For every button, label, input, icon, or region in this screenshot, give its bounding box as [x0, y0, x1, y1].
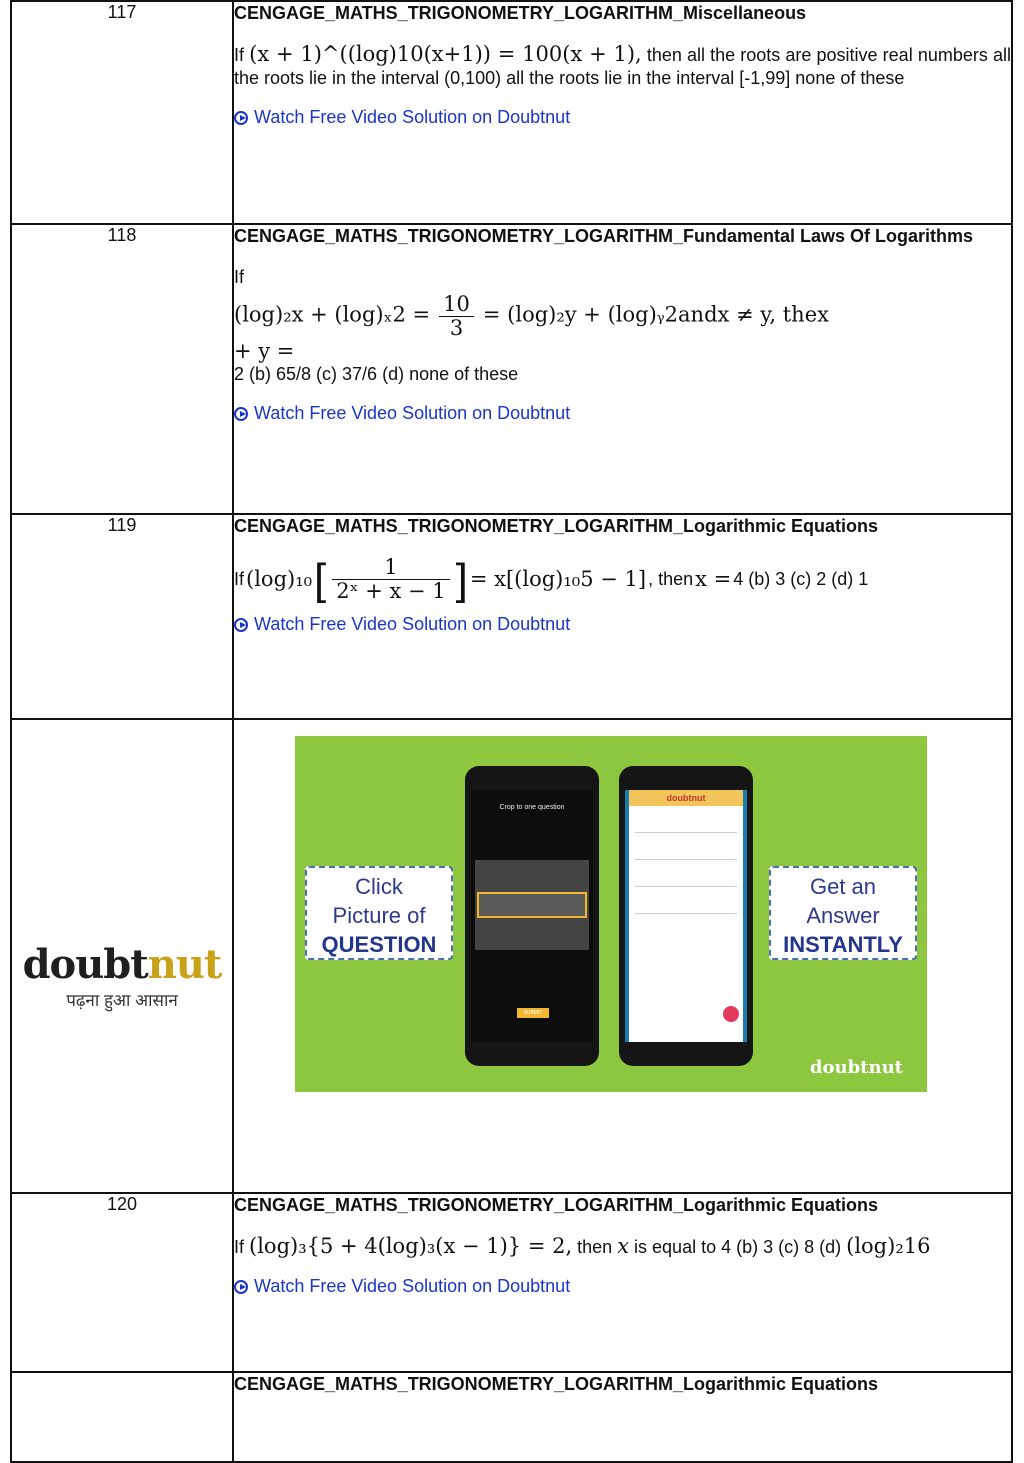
question-math-x: x	[617, 1234, 630, 1258]
promo-right-line3: INSTANTLY	[783, 932, 903, 957]
questions-table	[10, 0, 1013, 1463]
topic-title: CENGAGE_MATHS_TRIGONOMETRY_LOGARITHM_Logarithmic Equations	[234, 516, 879, 536]
watch-video-label: Watch Free Video Solution on Doubtnut	[254, 107, 571, 127]
promo-right-line1: Get an	[809, 874, 877, 899]
watch-video-link[interactable]	[234, 402, 570, 425]
right-bracket: ]	[455, 555, 468, 604]
watch-video-link[interactable]	[234, 613, 570, 636]
play-icon	[234, 111, 248, 125]
fraction	[332, 556, 449, 603]
question-math: (x + 1)^((log)10(x+1)) = 100(x + 1),	[249, 42, 642, 66]
question-text	[234, 1235, 1011, 1259]
phone-left-submit: SUBMIT	[517, 1008, 549, 1018]
question-suffix: then all the roots are positive real numbers all the roots lie in the interval (0,100) all the roots lie in the interval [-1,99] none of these	[234, 45, 1011, 88]
promo-left-line3: QUESTION	[321, 932, 437, 957]
question-text	[234, 266, 1011, 386]
table-row	[11, 514, 1012, 719]
question-math-right: = (log)₂y + (log)ᵧ2andx ≠ y, thex	[482, 302, 829, 327]
promo-banner[interactable]	[295, 736, 927, 1092]
question-prefix: If	[234, 1237, 250, 1257]
question-options: 2 (b) 65/8 (c) 37/6 (d) none of these	[234, 364, 519, 384]
promo-left-line2: Picture of	[332, 903, 426, 928]
brand-cell	[11, 719, 233, 1193]
question-math-right: = x[(log)₁₀5 − 1]	[469, 567, 647, 591]
question-math-log: (log)₁₀	[246, 567, 313, 591]
table-row	[11, 1372, 1012, 1462]
promo-callout-left	[305, 866, 453, 960]
chat-fab-icon	[723, 1006, 739, 1022]
topic-title: CENGAGE_MATHS_TRIGONOMETRY_LOGARITHM_Logarithmic Equations	[234, 1195, 879, 1215]
brand-tagline: पढ़ना हुआ आसान	[66, 991, 178, 1010]
phone-left-caption: Crop to one question	[499, 804, 565, 811]
table-row	[11, 224, 1012, 514]
promo-logo: doubtnut	[809, 1057, 903, 1078]
question-math: (log)₃{5 + 4(log)₃(x − 1)} = 2,	[249, 1234, 573, 1258]
table-row	[11, 1193, 1012, 1372]
question-mid: then	[572, 1237, 618, 1257]
play-icon	[234, 407, 248, 421]
question-math-line2: + y =	[234, 339, 295, 363]
play-icon	[234, 618, 248, 632]
watch-video-label: Watch Free Video Solution on Doubtnut	[254, 1276, 571, 1296]
question-cell	[233, 1, 1012, 224]
question-cell	[233, 1372, 1012, 1462]
question-number: 118	[11, 224, 233, 514]
crop-selection	[477, 892, 587, 918]
question-number: 120	[11, 1193, 233, 1372]
question-prefix: If	[234, 45, 250, 65]
play-icon	[234, 1280, 248, 1294]
question-text	[234, 43, 1011, 90]
topic-title: CENGAGE_MATHS_TRIGONOMETRY_LOGARITHM_Miscellaneous	[234, 3, 807, 23]
phone-mockup-right	[619, 766, 753, 1066]
question-prefix: If	[234, 569, 245, 589]
phone-right-brand: doubtnut	[629, 790, 743, 806]
question-number: 117	[11, 1, 233, 224]
question-math-end: (log)₂16	[846, 1234, 931, 1258]
question-prefix: If	[234, 267, 245, 287]
fraction-denominator: 3	[449, 316, 464, 340]
topic-title: CENGAGE_MATHS_TRIGONOMETRY_LOGARITHM_Fundamental Laws Of Logarithms	[234, 226, 974, 246]
promo-left-line1: Click	[355, 874, 403, 899]
phone-mockup-left	[465, 766, 599, 1066]
left-bracket: [	[314, 555, 327, 604]
promo-right-line2: Answer	[806, 903, 880, 928]
question-sheet	[10, 0, 1014, 1448]
question-cell	[233, 514, 1012, 719]
question-math-left: (log)₂x + (log)ₓ2 =	[234, 302, 431, 327]
question-cell	[233, 1193, 1012, 1372]
question-math-x: x =	[695, 567, 732, 591]
doubtnut-logo	[12, 941, 232, 1011]
brand-part2: nut	[147, 941, 222, 988]
question-options: is equal to 4 (b) 3 (c) 8 (d)	[629, 1237, 847, 1257]
fraction	[439, 293, 474, 340]
question-options: 4 (b) 3 (c) 2 (d) 1	[733, 569, 869, 589]
watch-video-link[interactable]	[234, 1275, 570, 1298]
fraction-numerator: 10	[439, 293, 474, 317]
question-number: 119	[11, 514, 233, 719]
brand-part1: doubt	[22, 941, 148, 988]
promo-callout-right	[769, 866, 917, 960]
question-text	[234, 556, 1011, 603]
question-cell	[233, 224, 1012, 514]
watch-video-link[interactable]	[234, 106, 570, 129]
question-mid: , then	[648, 569, 694, 589]
topic-title: CENGAGE_MATHS_TRIGONOMETRY_LOGARITHM_Logarithmic Equations	[234, 1374, 879, 1394]
fraction-denominator: 2ˣ + x − 1	[336, 579, 446, 603]
watch-video-label: Watch Free Video Solution on Doubtnut	[254, 614, 571, 634]
table-row	[11, 1, 1012, 224]
fraction-numerator: 1	[332, 556, 449, 580]
watch-video-label: Watch Free Video Solution on Doubtnut	[254, 403, 571, 423]
question-number	[11, 1372, 233, 1462]
